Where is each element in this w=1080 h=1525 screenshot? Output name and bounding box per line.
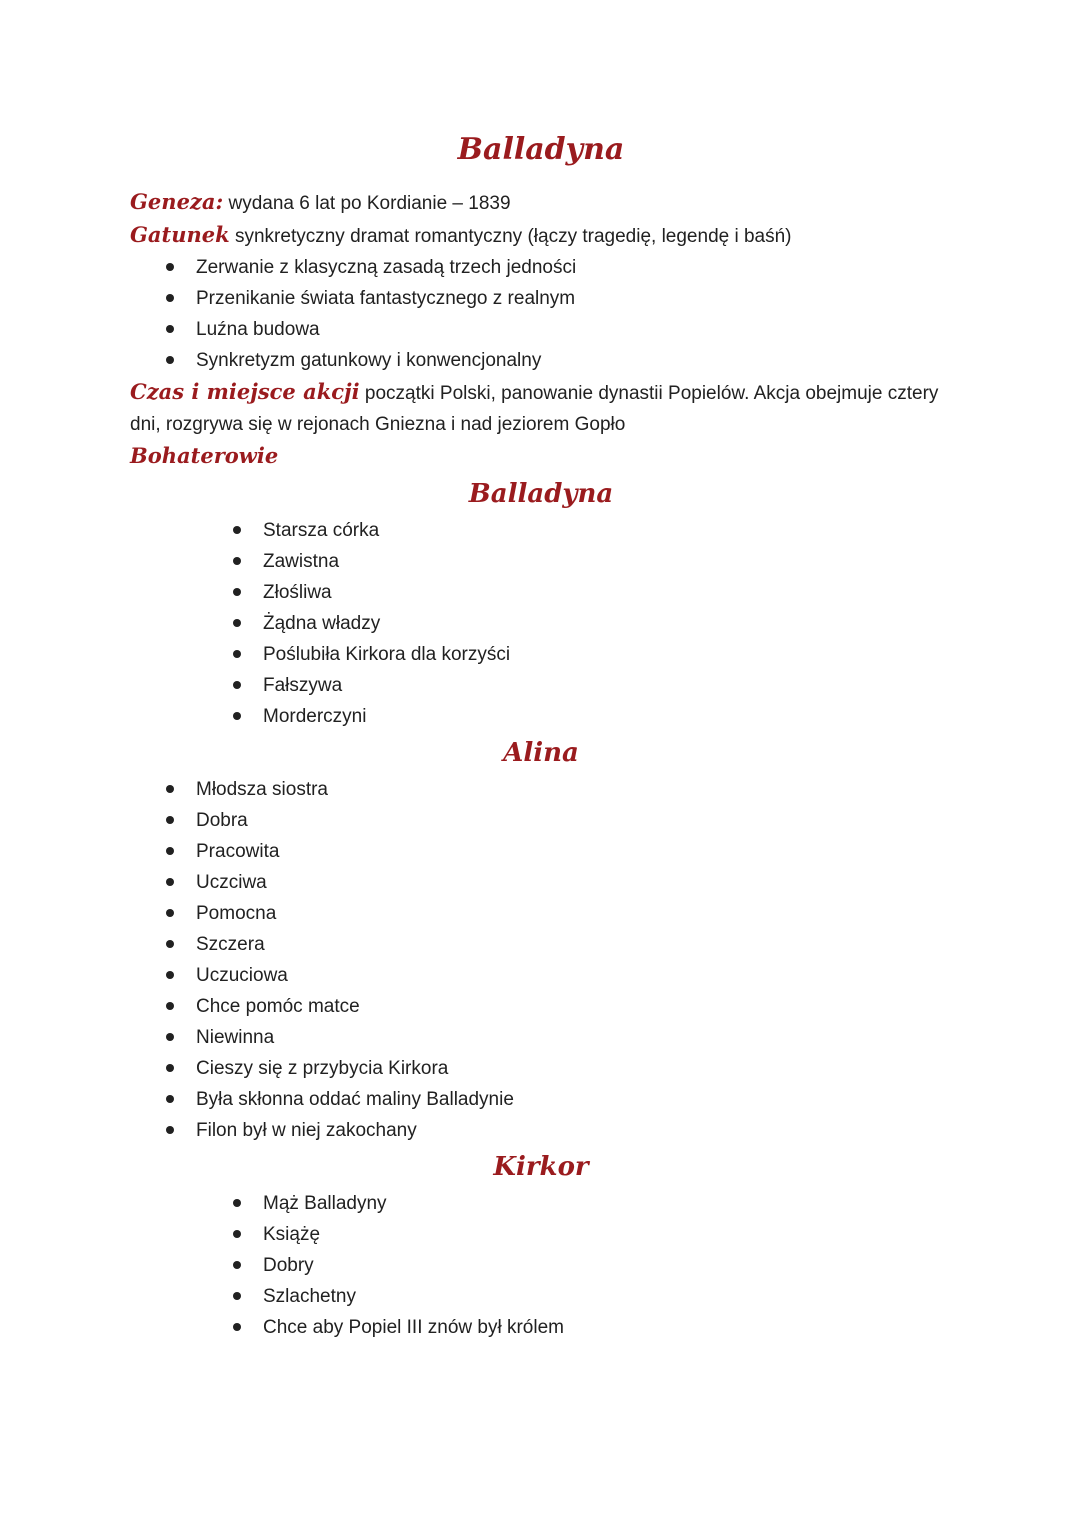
- list-item: Cieszy się z przybycia Kirkora: [130, 1053, 952, 1084]
- bohaterowie-heading: [130, 440, 952, 473]
- gatunek-text: synkretyczny dramat romantyczny (łączy tragedię, legendę i baśń): [234, 226, 792, 247]
- czas-paragraph: [130, 376, 952, 440]
- list-item: Żądna władzy: [130, 608, 952, 639]
- list-item: Chce aby Popiel III znów był królem: [130, 1312, 952, 1343]
- list-item: Chce pomóc matce: [130, 991, 952, 1022]
- czas-text: początki Polski, panowanie dynastii Popielów. Akcja obejmuje cztery dni, rozgrywa się w rejonach Gniezna i nad jeziorem Gopło: [130, 383, 939, 435]
- list-item: Pomocna: [130, 898, 952, 929]
- gatunek-label: Gatunek: [130, 222, 230, 247]
- page-title: Balladyna: [457, 132, 625, 167]
- list-item: Dobry: [130, 1250, 952, 1281]
- list-item: Zawistna: [130, 546, 952, 577]
- list-item: Szczera: [130, 929, 952, 960]
- czas-label: Czas i miejsce akcji: [130, 379, 360, 404]
- list-item: Dobra: [130, 805, 952, 836]
- character-heading-balladyna: Balladyna: [468, 479, 614, 509]
- list-item: Uczuciowa: [130, 960, 952, 991]
- list-item: Mąż Balladyny: [130, 1188, 952, 1219]
- geneza-line: [130, 186, 952, 219]
- list-item: Przenikanie świata fantastycznego z realnym: [130, 283, 952, 314]
- list-item: Fałszywa: [130, 670, 952, 701]
- list-item: Książę: [130, 1219, 952, 1250]
- geneza-label: Geneza:: [130, 189, 224, 214]
- list-item: Niewinna: [130, 1022, 952, 1053]
- list-item: Poślubiła Kirkora dla korzyści: [130, 639, 952, 670]
- character-heading-kirkor: Kirkor: [493, 1152, 589, 1182]
- alina-traits-list: [130, 774, 952, 1146]
- list-item: Pracowita: [130, 836, 952, 867]
- kirkor-traits-list: [130, 1188, 952, 1343]
- gatunek-list: [130, 252, 952, 376]
- geneza-text: wydana 6 lat po Kordianie – 1839: [228, 193, 511, 214]
- list-item: Filon był w niej zakochany: [130, 1115, 952, 1146]
- bohaterowie-label: Bohaterowie: [130, 443, 279, 468]
- list-item: Złośliwa: [130, 577, 952, 608]
- list-item: Była skłonna oddać maliny Balladynie: [130, 1084, 952, 1115]
- list-item: Uczciwa: [130, 867, 952, 898]
- gatunek-line: [130, 219, 952, 252]
- list-item: Luźna budowa: [130, 314, 952, 345]
- list-item: Synkretyzm gatunkowy i konwencjonalny: [130, 345, 952, 376]
- list-item: Szlachetny: [130, 1281, 952, 1312]
- balladyna-traits-list: [130, 515, 952, 732]
- list-item: Zerwanie z klasyczną zasadą trzech jedności: [130, 252, 952, 283]
- list-item: Młodsza siostra: [130, 774, 952, 805]
- list-item: Starsza córka: [130, 515, 952, 546]
- character-heading-alina: Alina: [503, 738, 579, 768]
- list-item: Morderczyni: [130, 701, 952, 732]
